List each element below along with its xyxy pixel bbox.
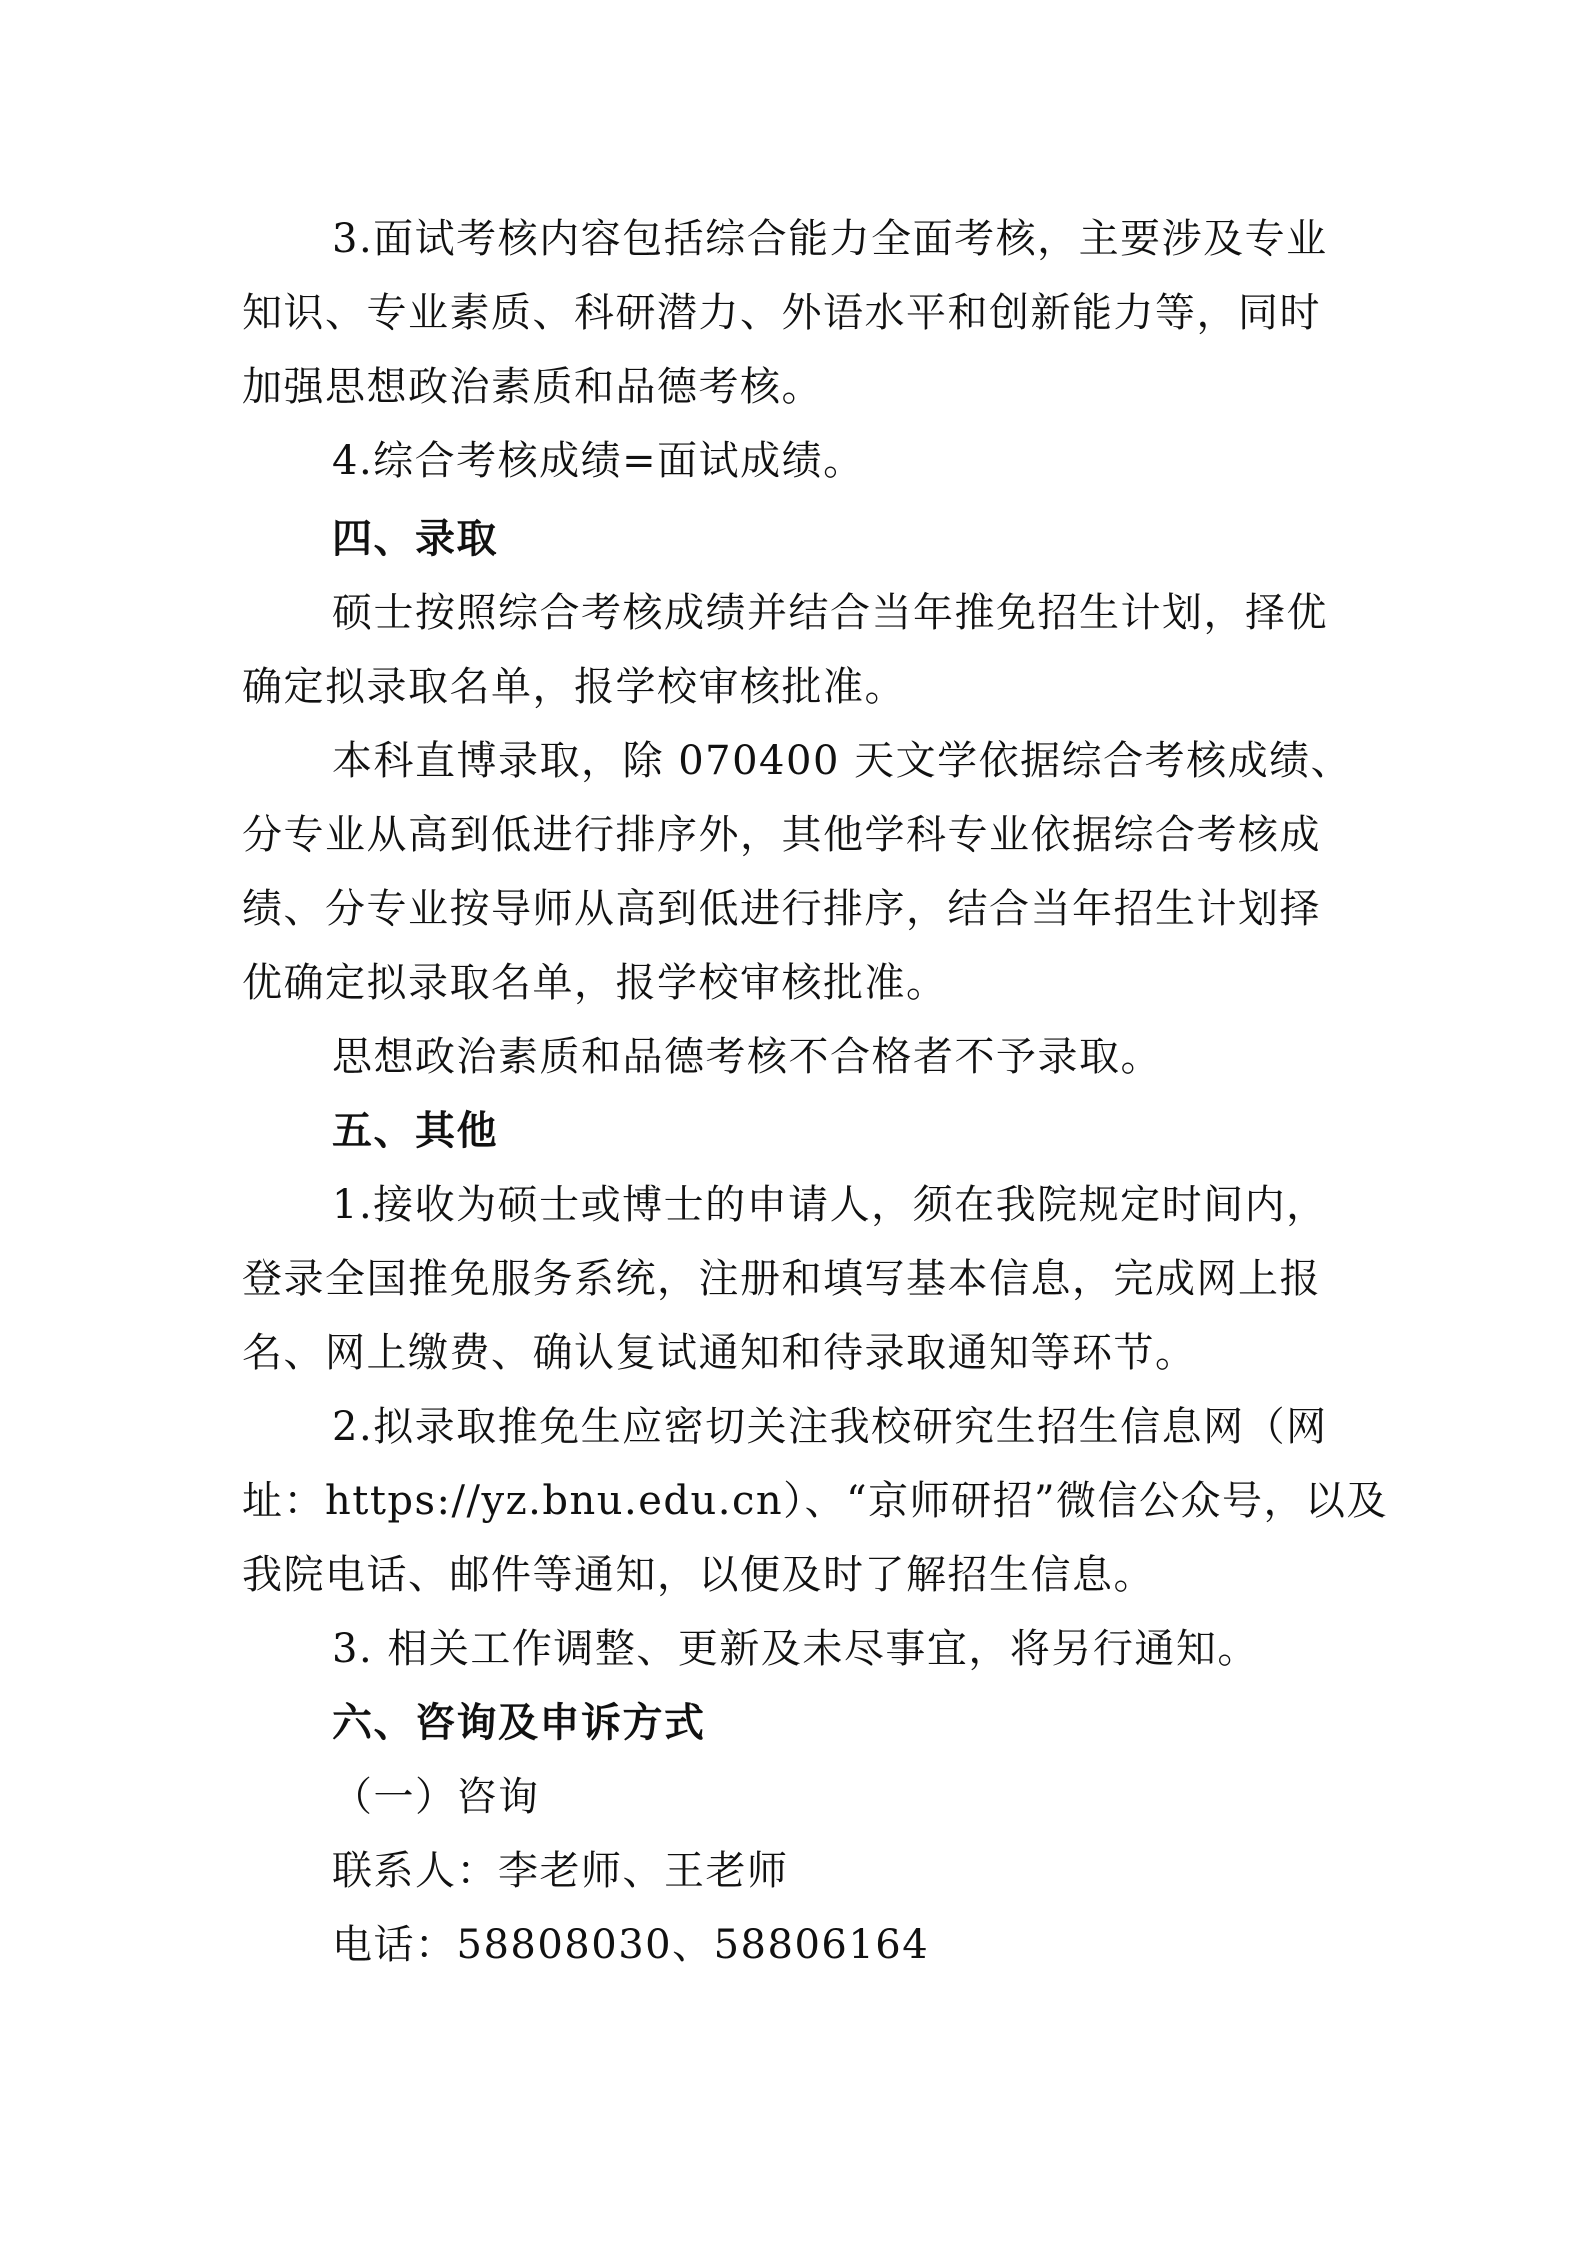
- other-item-3: [242, 1612, 1354, 1686]
- heading-other: 五、其他: [332, 1108, 498, 1154]
- text-line: 绩、分专业按导师从高到低进行排序，结合当年招生计划择: [242, 886, 1321, 932]
- text-line: 知识、专业素质、科研潜力、外语水平和创新能力等，同时: [242, 290, 1321, 336]
- item-3-interview-content: [242, 202, 1354, 424]
- contact-phone: 电话：58808030、58806164: [332, 1922, 930, 1968]
- contact-person: 联系人：李老师、王老师: [332, 1848, 789, 1894]
- text-line: 1.接收为硕士或博士的申请人，须在我院规定时间内，: [332, 1182, 1328, 1228]
- text-line: 4.综合考核成绩=面试成绩。: [332, 438, 865, 484]
- other-item-2: [242, 1390, 1389, 1612]
- text-line: 我院电话、邮件等通知，以便及时了解招生信息。: [242, 1552, 1155, 1598]
- text-line: 址：https://yz.bnu.edu.cn）、“京师研招”微信公众号，以及: [242, 1478, 1389, 1524]
- heading-consult-appeal: 六、咨询及申诉方式: [332, 1700, 706, 1746]
- admission-para-direct-phd: [242, 724, 1354, 1020]
- text-line: 名、网上缴费、确认复试通知和待录取通知等环节。: [242, 1330, 1197, 1376]
- admission-para-master: [242, 576, 1354, 724]
- text-line: 本科直博录取，除 070400 天文学依据综合考核成绩、: [332, 738, 1353, 784]
- admission-para-moral: [242, 1020, 1354, 1094]
- text-line: 思想政治素质和品德考核不合格者不予录取。: [332, 1034, 1162, 1080]
- document-body: [242, 202, 1389, 1982]
- text-line: 加强思想政治素质和品德考核。: [242, 364, 823, 410]
- text-line: 分专业从高到低进行排序外，其他学科专业依据综合考核成: [242, 812, 1321, 858]
- text-line: 优确定拟录取名单，报学校审核批准。: [242, 960, 948, 1006]
- text-line: 登录全国推免服务系统，注册和填写基本信息，完成网上报: [242, 1256, 1321, 1302]
- other-item-1: [242, 1168, 1354, 1390]
- subheading-consult: （一）咨询: [332, 1774, 540, 1820]
- text-line: 确定拟录取名单，报学校审核批准。: [242, 664, 906, 710]
- item-4-score: [242, 424, 1354, 498]
- text-line: 3. 相关工作调整、更新及未尽事宜，将另行通知。: [332, 1626, 1259, 1672]
- text-line: 2.拟录取推免生应密切关注我校研究生招生信息网（网: [332, 1404, 1328, 1450]
- heading-admission: 四、录取: [332, 516, 498, 562]
- text-line: 硕士按照综合考核成绩并结合当年推免招生计划，择优: [332, 590, 1328, 636]
- text-line: 3.面试考核内容包括综合能力全面考核，主要涉及专业: [332, 216, 1328, 262]
